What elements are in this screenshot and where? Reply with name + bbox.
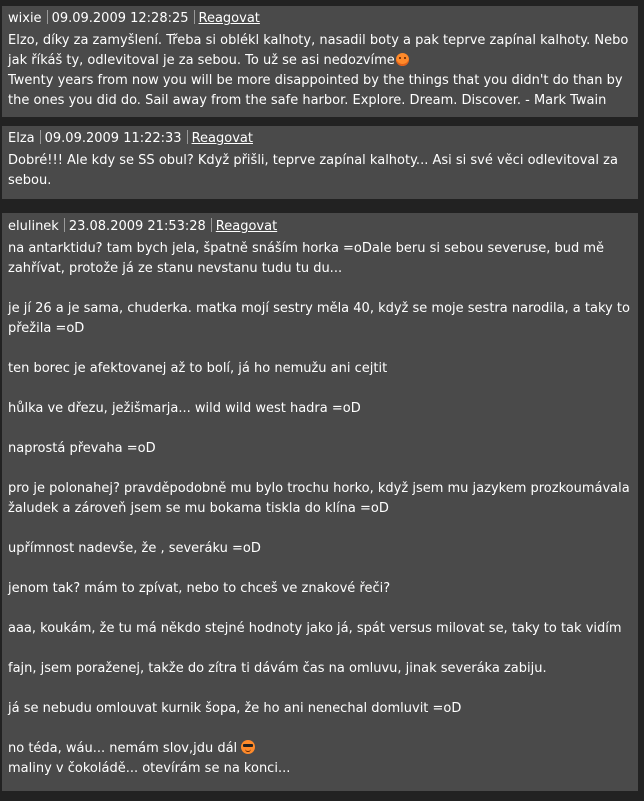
paragraph: maliny v čokoládě... otevírám se na konci...: [8, 761, 291, 776]
comment-text: [8, 31, 632, 71]
spacer: [8, 519, 632, 539]
separator: [40, 130, 41, 144]
comment-author: wixie: [8, 11, 42, 26]
comment-3: [2, 213, 638, 791]
separator: [211, 218, 212, 232]
separator: [47, 10, 48, 24]
separator: [187, 130, 188, 144]
smiley-icon: [396, 53, 409, 66]
spacer: [8, 339, 632, 359]
comment-1: [2, 6, 638, 117]
comment-2: [2, 126, 638, 199]
reply-link[interactable]: Reagovat: [191, 131, 253, 146]
comment-meta: [8, 217, 632, 239]
spacer: [8, 459, 632, 479]
paragraph: já se nebudu omlouvat kurnik šopa, že ho ani nenechal domluvit =oD: [8, 701, 462, 716]
reply-link[interactable]: Reagovat: [215, 219, 278, 234]
paragraph: hůlka ve dřezu, ježišmarja... wild wild west hadra =oD: [8, 401, 361, 416]
reply-link[interactable]: Reagovat: [198, 11, 260, 26]
paragraph: upřímnost nadevše, že , severáku =oD: [8, 541, 261, 556]
separator: [194, 10, 195, 24]
cool-smiley-icon: [241, 740, 255, 754]
spacer: [8, 559, 632, 579]
paragraph: fajn, jsem poraženej, takže do zítra ti dávám čas na omluvu, jinak severáka zabiju.: [8, 661, 547, 676]
paragraph: jenom tak? mám to zpívat, nebo to chceš ve znakové řeči?: [8, 581, 391, 596]
comment-text-line: Elzo, díky za zamyšlení. Třeba si oblékl kalhoty, nasadil boty a pak teprve zapínal kalhoty. Nebo jak říkáš ty, odlevitoval je za sebou. To už se asi nedozvíme: [8, 33, 629, 68]
comment-date: 23.08.2009 21:53:28: [68, 219, 206, 234]
paragraph: pro je polonahej? pravděpodobně mu bylo trochu horko, když jsem mu jazykem prozkoumávala žaludek a zároveň jsem se mu bokama tiskla do klína =oD: [8, 481, 630, 516]
comment-text-line: Dobré!!! Ale kdy se SS obul? Když přišli, teprve zapínal kalhoty... Asi si své věci odlevitoval za sebou.: [8, 153, 618, 188]
comment-author: elulinek: [8, 219, 59, 234]
spacer: [8, 419, 632, 439]
paragraph: [8, 739, 632, 759]
comment-meta: [8, 9, 632, 31]
comment-text-line: Twenty years from now you will be more disappointed by the things that you didn't do than by the ones you did do. Sail away from the safe harbor. Explore. Dream. Discover. - Mark Twain: [8, 73, 623, 108]
paragraph: ten borec je afektovanej až to bolí, já ho nemužu ani cejtit: [8, 361, 388, 376]
spacer: [8, 279, 632, 299]
spacer: [8, 599, 632, 619]
separator: [64, 218, 65, 232]
comment-body: [8, 151, 632, 191]
comment-meta: [8, 129, 632, 151]
spacer: [8, 639, 632, 659]
comment-date: 09.09.2009 12:28:25: [51, 11, 189, 26]
spacer: [8, 679, 632, 699]
comment-date: 09.09.2009 11:22:33: [44, 131, 182, 146]
comment-body: [8, 31, 632, 111]
spacer: [8, 719, 632, 739]
paragraph: na antarktidu? tam bych jela, špatně snáším horka =oDale beru si sebou severuse, bud mě zahřívat, protože já ze stanu nevstanu tudu tu du...: [8, 241, 605, 276]
comment-body: [8, 239, 632, 779]
paragraph: je jí 26 a je sama, chuderka. matka mojí sestry měla 40, když se moje sestra narodila, a taky to přežila =oD: [8, 301, 630, 336]
spacer: [8, 379, 632, 399]
comment-text-line: no téda, wáu... nemám slov,jdu dál: [8, 741, 238, 756]
comment-author: Elza: [8, 131, 35, 146]
paragraph: naprostá převaha =oD: [8, 441, 156, 456]
paragraph: aaa, koukám, že tu má někdo stejné hodnoty jako já, spát versus milovat se, taky to tak vidím: [8, 621, 622, 636]
